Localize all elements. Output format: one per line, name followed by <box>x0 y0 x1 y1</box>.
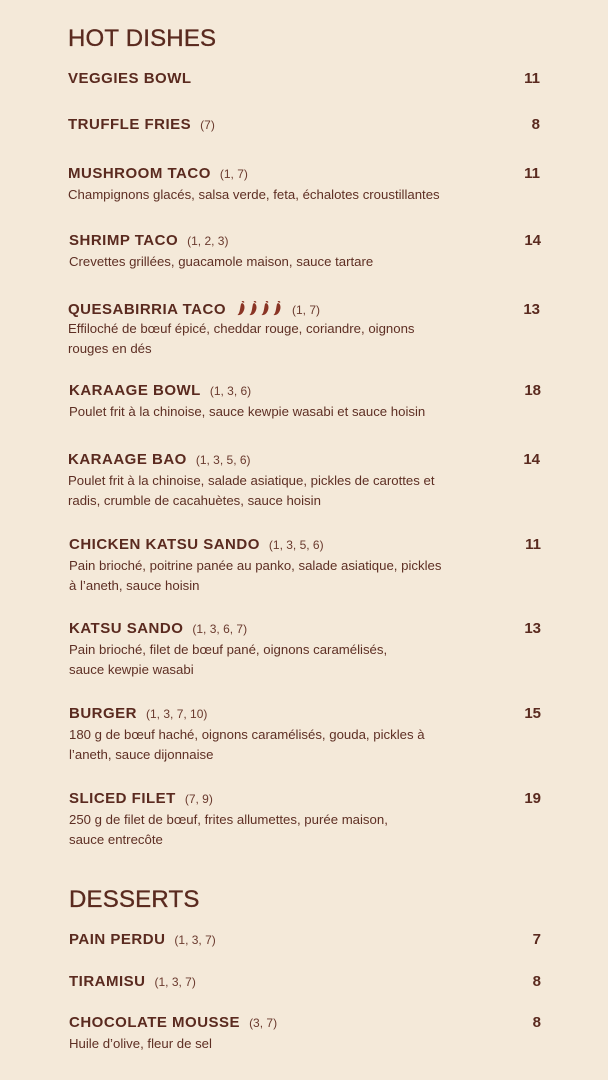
hot-dishes-title: HOT DISHES <box>68 25 217 52</box>
menu-item-description: Crevettes grillées, guacamole maison, sauce tartare <box>69 254 374 269</box>
menu-item-name: TRUFFLE FRIES <box>68 116 192 133</box>
menu-item-description: Poulet frit à la chinoise, salade asiatique, pickles de carottes et radis, crumble de cacahuètes, sauce hoisin <box>68 473 435 508</box>
menu-item-name: KARAAGE BAO <box>68 451 187 468</box>
chili-pepper-icon <box>236 301 247 316</box>
menu-item-name: SHRIMP TACO <box>69 232 179 249</box>
menu-item-header <box>69 931 541 953</box>
menu-item-header <box>69 232 541 254</box>
menu-item-description: Champignons glacés, salsa verde, feta, échalotes croustillantes <box>68 187 440 202</box>
menu-item <box>68 165 540 205</box>
menu-item-name: SLICED FILET <box>69 790 176 807</box>
menu-item-price: 18 <box>524 382 541 399</box>
menu-item-allergens: (7) <box>200 118 215 132</box>
menu-item-name: PAIN PERDU <box>69 931 166 948</box>
menu-item <box>68 116 540 138</box>
menu-item-name: MUSHROOM TACO <box>68 165 211 182</box>
menu-item-allergens: (1, 7) <box>219 167 248 181</box>
menu-item <box>69 232 541 272</box>
menu-item-header <box>69 620 541 642</box>
menu-item-header <box>69 1014 541 1036</box>
menu-item-allergens: (3, 7) <box>249 1016 278 1030</box>
menu-item-allergens: (1, 2, 3) <box>187 234 229 248</box>
menu-item-price: 7 <box>532 931 541 948</box>
menu-item-name: VEGGIES BOWL <box>68 70 192 87</box>
menu-item-header <box>69 790 541 812</box>
menu-item-name: KATSU SANDO <box>69 620 184 637</box>
chili-pepper-icon <box>260 301 271 316</box>
menu-item <box>69 620 541 680</box>
menu-item-allergens: (1, 3, 7, 10) <box>146 707 208 721</box>
menu-item-name: BURGER <box>69 705 138 722</box>
menu-item-description: 250 g de filet de bœuf, frites allumettes, purée maison, sauce entrecôte <box>69 812 388 847</box>
menu-item <box>69 705 541 765</box>
menu-item-description: Effiloché de bœuf épicé, cheddar rouge, coriandre, oignons rouges en dés <box>68 321 415 356</box>
menu-item-price: 11 <box>524 165 540 182</box>
menu-item-price: 11 <box>525 536 541 553</box>
menu-item-header <box>68 165 540 187</box>
menu-item <box>68 299 540 359</box>
menu-item-header <box>68 70 540 92</box>
menu-item-price: 14 <box>523 451 540 468</box>
menu-item-allergens: (1, 3, 7) <box>154 975 196 989</box>
menu-item-description: 180 g de bœuf haché, oignons caramélisés, gouda, pickles à l’aneth, sauce dijonnaise <box>69 727 425 762</box>
menu-item <box>69 382 541 422</box>
menu-item-price: 8 <box>532 973 541 990</box>
menu-item <box>69 536 541 596</box>
menu-item-price: 15 <box>524 705 541 722</box>
menu-item-allergens: (1, 7) <box>292 303 321 317</box>
menu-item <box>68 451 540 511</box>
menu-item-price: 13 <box>524 620 541 637</box>
chili-pepper-icon <box>248 301 259 316</box>
menu-item-name: TIRAMISU <box>69 973 146 990</box>
menu-item-allergens: (7, 9) <box>184 792 213 806</box>
menu-item-name: QUESABIRRIA TACO <box>68 301 226 318</box>
desserts-title: DESSERTS <box>69 886 200 913</box>
menu-item-header <box>68 451 540 473</box>
menu-item <box>69 790 541 850</box>
menu-item-price: 8 <box>531 116 540 133</box>
menu-item-name: CHOCOLATE MOUSSE <box>69 1014 241 1031</box>
menu-item-description: Pain brioché, filet de bœuf pané, oignons caramélisés, sauce kewpie wasabi <box>69 642 388 677</box>
menu-item-price: 8 <box>532 1014 541 1031</box>
menu-item-allergens: (1, 3, 5, 6) <box>268 538 324 552</box>
menu-item-price: 19 <box>524 790 541 807</box>
menu-item-price: 14 <box>524 232 541 249</box>
menu-item-price: 13 <box>523 301 540 318</box>
menu-item-price: 11 <box>524 70 540 87</box>
menu-item-description: Pain brioché, poitrine panée au panko, salade asiatique, pickles à l’aneth, sauce hoisin <box>69 558 442 593</box>
menu-item-header <box>69 536 541 558</box>
menu-item <box>68 70 540 92</box>
menu-item-description: Poulet frit à la chinoise, sauce kewpie wasabi et sauce hoisin <box>69 404 426 419</box>
menu-item-allergens: (1, 3, 6, 7) <box>192 622 248 636</box>
menu-item-name: CHICKEN KATSU SANDO <box>69 536 260 553</box>
menu-item-name: KARAAGE BOWL <box>69 382 201 399</box>
menu-item-allergens: (1, 3, 7) <box>174 933 216 947</box>
menu-item-header <box>69 973 541 995</box>
menu-item-allergens: (1, 3, 5, 6) <box>195 453 251 467</box>
menu-item-header <box>68 299 540 321</box>
menu-item-header <box>69 705 541 727</box>
menu-item-header <box>69 382 541 404</box>
chili-pepper-icon <box>272 301 283 316</box>
menu-item <box>69 931 541 953</box>
spice-level <box>236 301 283 316</box>
menu-item <box>69 973 541 995</box>
menu-item-description: Huile d’olive, fleur de sel <box>69 1036 212 1051</box>
menu-item-allergens: (1, 3, 6) <box>209 384 252 398</box>
menu-item <box>69 1014 541 1054</box>
menu-item-header <box>68 116 540 138</box>
